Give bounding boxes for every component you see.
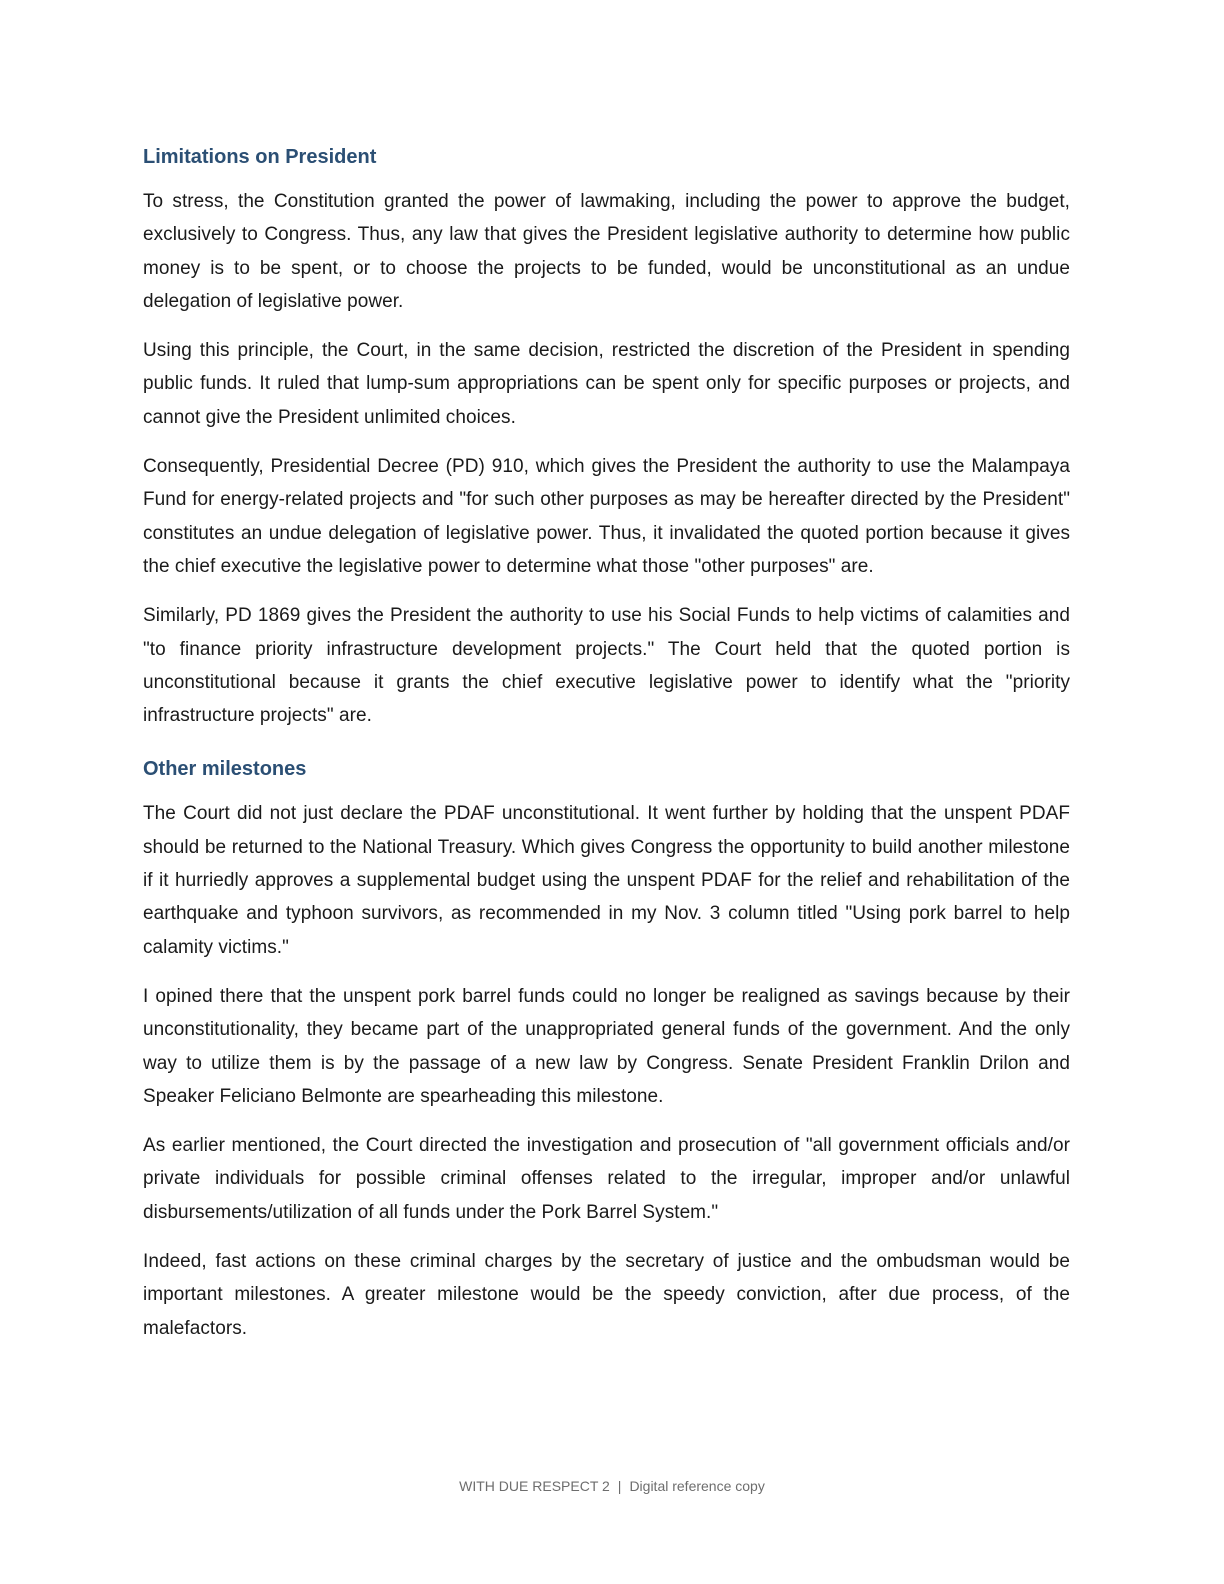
paragraph: As earlier mentioned, the Court directed the investigation and prosecution of "all government officials and/or private individuals for possible criminal offenses related to the irregular, improper and/or unlawful disbursements/utilization of all funds under the Pork Barrel System." [143, 1135, 1070, 1223]
page-footer [0, 1478, 1224, 1494]
section-heading-other-milestones: Other milestones [143, 758, 307, 781]
footer-separator: | [617, 1478, 622, 1494]
section-heading-limitations: Limitations on President [143, 146, 377, 168]
document-page [143, 142, 1070, 1361]
paragraph: The Court did not just declare the PDAF unconstitutional. It went further by holding that the unspent PDAF should be returned to the National Treasury. Which gives Congress the opportunity to build another milestone if it hurriedly approves a supplemental budget using the unspent PDAF for the relief and rehabilitation of the earthquake and typhoon survivors, as recommended in my Nov. 3 column titled "Using pork barrel to help calamity victims." [143, 803, 1070, 958]
paragraph: Similarly, PD 1869 gives the President the authority to use his Social Funds to help victims of calamities and "to finance priority infrastructure development projects." The Court held that the quoted portion is unconstitutional because it grants the chief executive legislative power to identify what the "priority infrastructure projects" are. [143, 605, 1070, 727]
paragraph: Consequently, Presidential Decree (PD) 910, which gives the President the authority to use the Malampaya Fund for energy-related projects and "for such other purposes as may be hereafter directed by the President" constitutes an undue delegation of legislative power. Thus, it invalidated the quoted portion because it gives the chief executive the legislative power to determine what those "other purposes" are. [143, 456, 1070, 577]
paragraph: To stress, the Constitution granted the power of lawmaking, including the power to approve the budget, exclusively to Congress. Thus, any law that gives the President legislative authority to determine how public money is to be spent, or to choose the projects to be funded, would be unconstitutional as an undue delegation of legislative power. [143, 191, 1070, 312]
footer-note: Digital reference copy [629, 1478, 765, 1494]
footer-title: WITH DUE RESPECT 2 [459, 1478, 610, 1494]
paragraph: I opined there that the unspent pork barrel funds could no longer be realigned as savings because by their unconstitutionality, they became part of the unappropriated general funds of the government. And the only way to utilize them is by the passage of a new law by Congress. Senate President Franklin Drilon and Speaker Feliciano Belmonte are spearheading this milestone. [143, 985, 1070, 1107]
paragraph: Indeed, fast actions on these criminal charges by the secretary of justice and the ombudsman would be important milestones. A greater milestone would be the speedy conviction, after due process, of the malefactors. [143, 1251, 1070, 1339]
paragraph: Using this principle, the Court, in the same decision, restricted the discretion of the President in spending public funds. It ruled that lump-sum appropriations can be spent only for specific purposes or projects, and cannot give the President unlimited choices. [143, 340, 1070, 428]
